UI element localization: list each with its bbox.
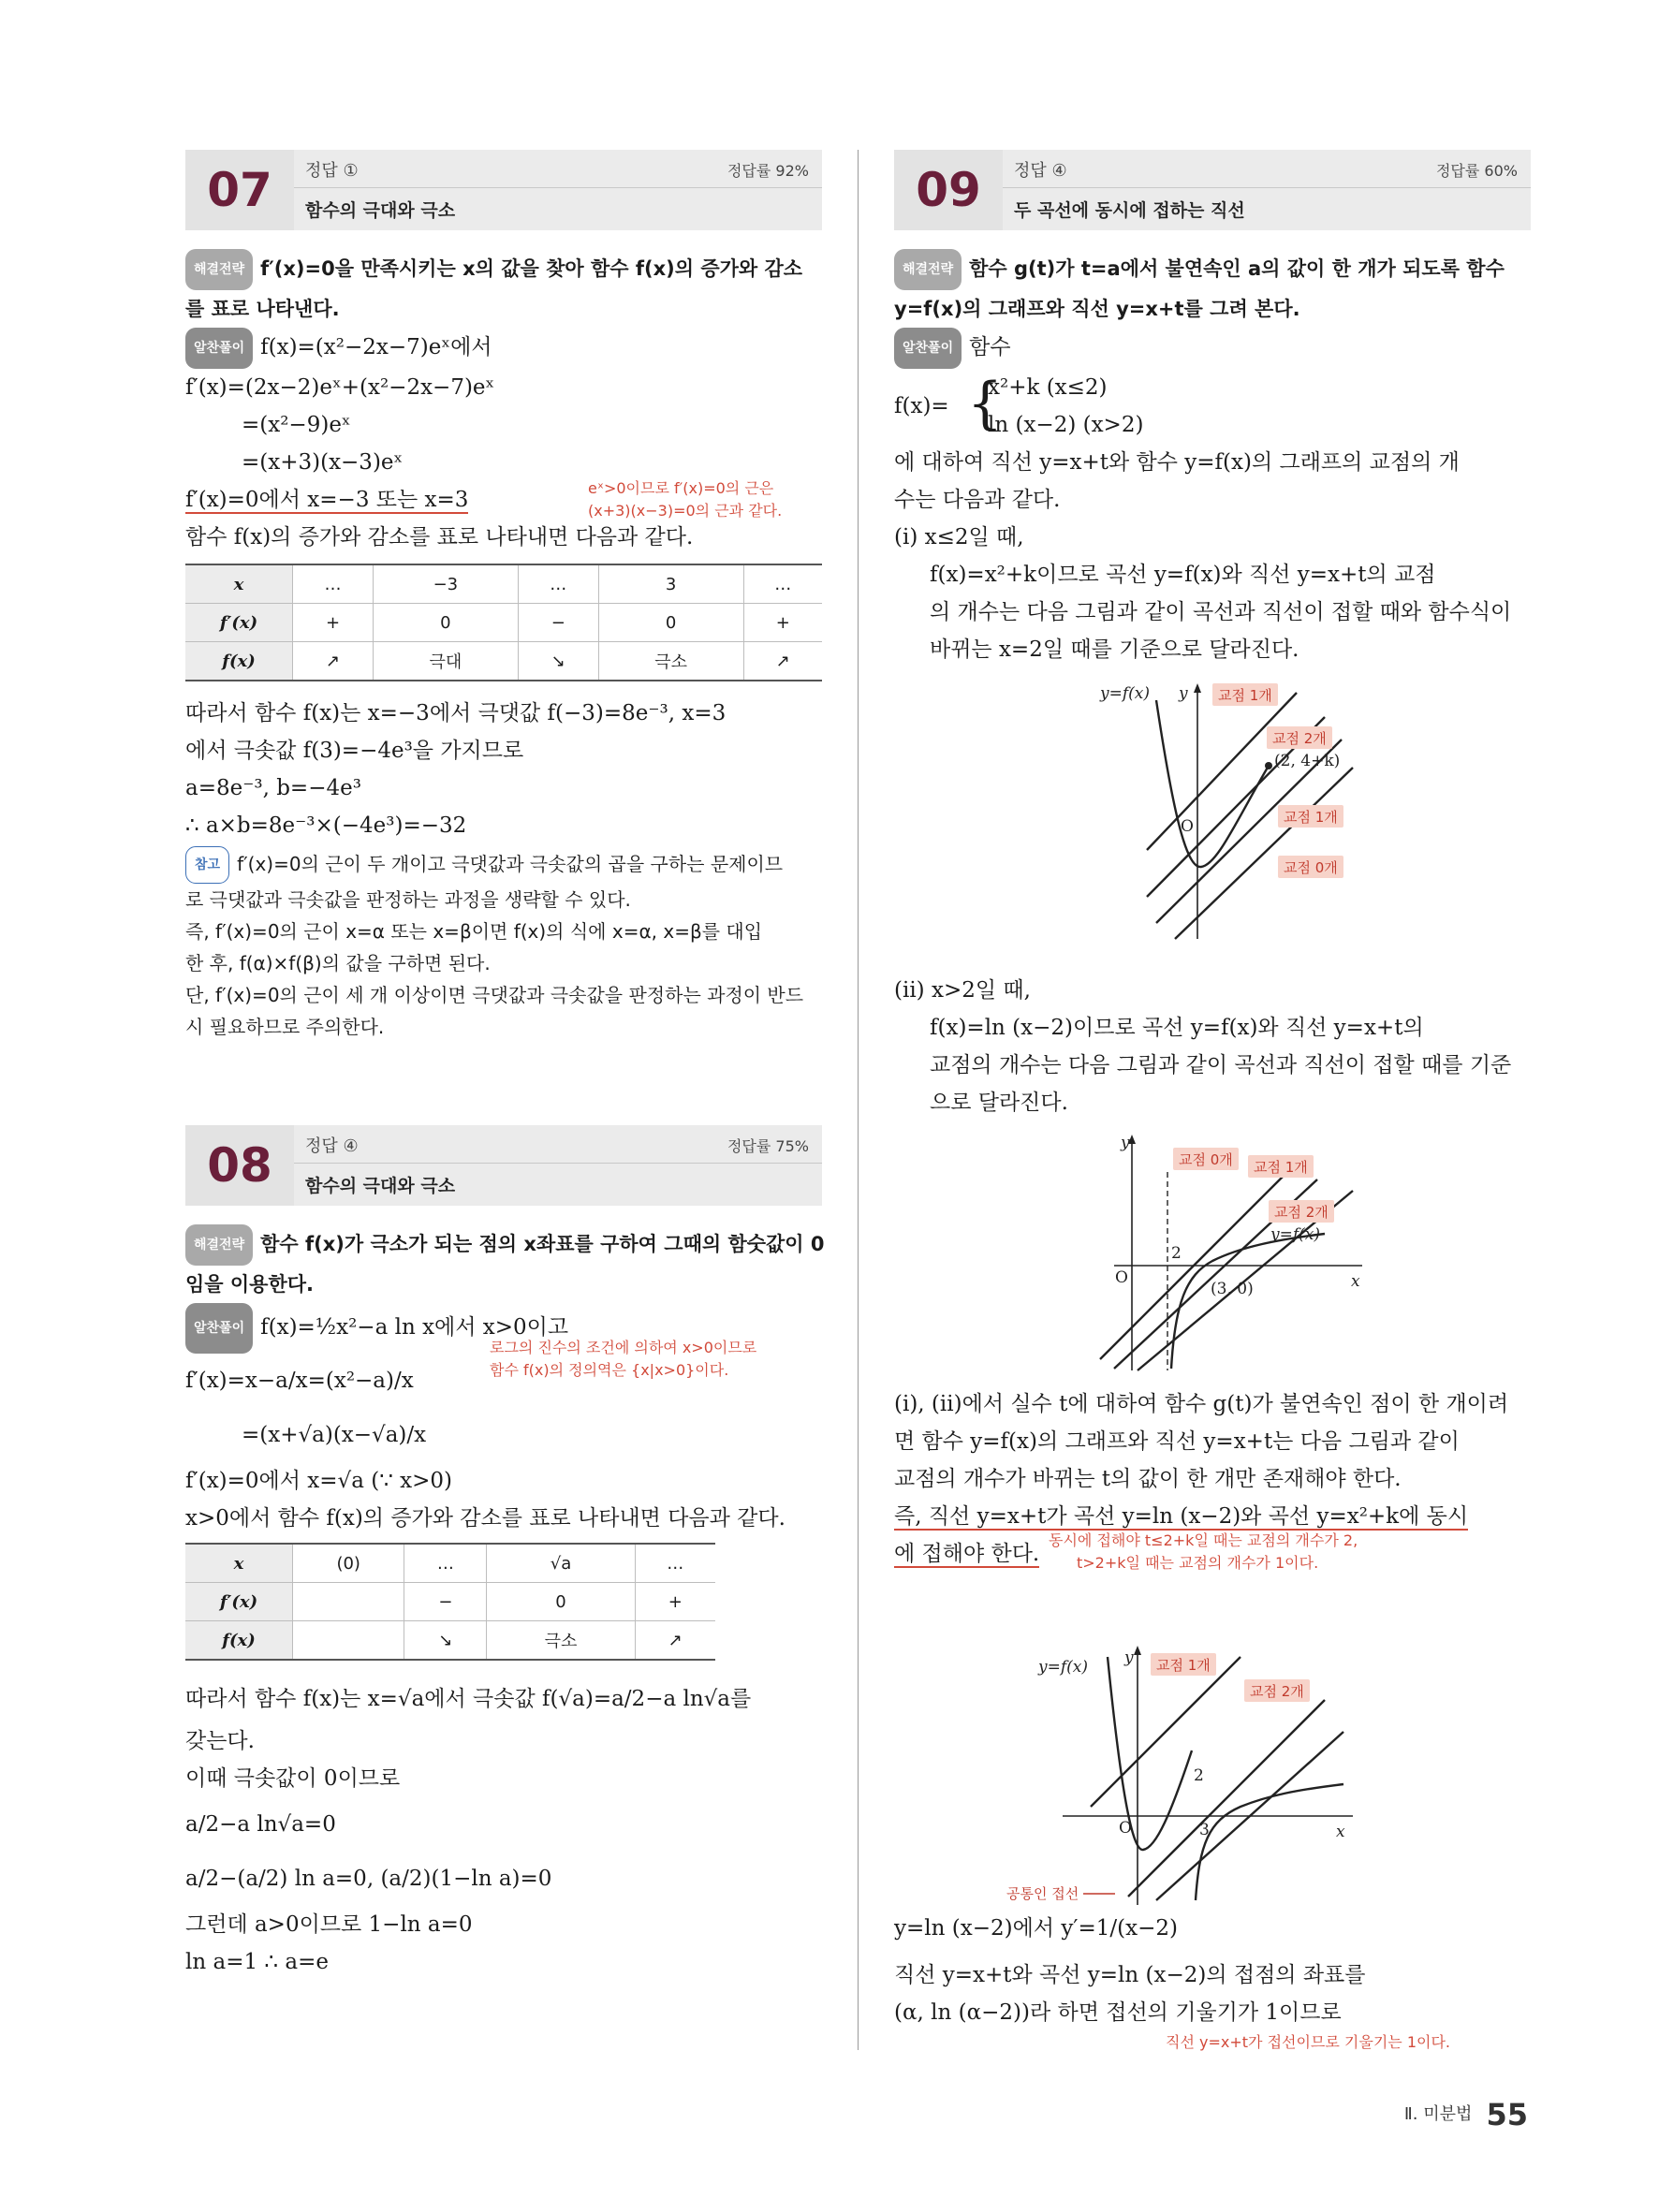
topic-title: 함수의 극대와 극소 — [305, 200, 456, 221]
page-number: 55 — [1486, 2097, 1528, 2132]
graph-case-2 — [1072, 1135, 1362, 1373]
annotation-note: eˣ>0이므로 f′(x)=0의 근은 (x+3)(x−3)=0의 근과 같다. — [588, 479, 783, 520]
svg-text:교점 1개: 교점 1개 — [1284, 809, 1338, 826]
problem-number: 09 — [894, 150, 1003, 230]
tangent-text: y=ln (x−2)에서 y′=1/(x−2) 직선 y=x+t와 곡선 y=ln (x−2)의 접점의 좌표를 (α, ln (α−2))라 하면 접선의 기울기가 1이므로 직선 y=x+t가 접선이므로 기울기는 1이다. — [894, 1900, 1549, 2054]
svg-text:교점 0개: 교점 0개 — [1284, 859, 1338, 876]
point-marker — [1265, 762, 1272, 769]
svg-text:x: x — [1336, 1823, 1345, 1841]
svg-text:(2, 4+k): (2, 4+k) — [1274, 752, 1341, 770]
solution-badge: 알찬풀이 — [185, 1303, 253, 1354]
case-2-text: (ⅱ) x>2일 때, f(x)=ln (x−2)이므로 곡선 y=f(x)와 직선 y=x+t의 교점의 개수는 다음 그림과 같이 곡선과 직선이 접할 때를 기준 으로 달라진다. — [894, 978, 1512, 1115]
left-column — [185, 150, 825, 1974]
problem-09-header — [894, 150, 1531, 230]
parabola-curve — [1156, 700, 1269, 867]
answer-label: 정답 ① — [305, 161, 359, 181]
svg-text:공통인 접선: 공통인 접선 — [1006, 1885, 1079, 1902]
solution-badge: 알찬풀이 — [185, 328, 253, 369]
answer-label: 정답 ④ — [1014, 161, 1067, 181]
log-curve — [1196, 1784, 1343, 1900]
svg-text:y=f(x): y=f(x) — [1100, 684, 1150, 703]
svg-text:O: O — [1115, 1268, 1128, 1287]
svg-text:교점 2개: 교점 2개 — [1250, 1683, 1304, 1700]
solution-badge: 알찬풀이 — [894, 328, 962, 369]
strategy-badge: 해결전략 — [894, 249, 962, 290]
svg-text:교점 0개: 교점 0개 — [1179, 1151, 1233, 1168]
page-footer — [1404, 2097, 1528, 2132]
svg-text:y: y — [1124, 1648, 1134, 1667]
svg-text:O: O — [1181, 817, 1194, 836]
svg-text:y: y — [1121, 1134, 1130, 1152]
strategy-line: 해결전략 f′(x)=0을 만족시키는 x의 값을 찾아 함수 f(x)의 증가와 감소 — [185, 249, 822, 290]
correct-rate: 정답률 75% — [727, 1137, 809, 1155]
problem-07-header — [185, 150, 822, 230]
svg-text:O: O — [1119, 1819, 1132, 1838]
piecewise-function: f(x)= { x²+k (x≤2) ln (x−2) (x>2) — [894, 371, 1144, 437]
svg-text:y=f(x): y=f(x) — [1270, 1225, 1320, 1244]
topic-title: 함수의 극대와 극소 — [305, 1176, 456, 1196]
annotation-note: 동시에 접해야 t≤2+k일 때는 교점의 개수가 2, t>2+k일 때는 교점의 개수가 1이다. — [1049, 1531, 1358, 1572]
svg-text:x: x — [1351, 1272, 1360, 1291]
svg-text:교점 1개: 교점 1개 — [1156, 1657, 1211, 1674]
table-row: f′(x) − 0 + — [185, 1583, 715, 1621]
problem-07-body: 해결전략 f′(x)=0을 만족시키는 x의 값을 찾아 함수 f(x)의 증가와 감소 를 표로 나타낸다. 알찬풀이 f(x)=(x²−2x−7)eˣ에서 f′(x)=(2x−2)eˣ+(x²−2x−7)eˣ =(x²−9)eˣ =(x+3)(x−3)eˣ f′(x)=0에서 x=−3 또는 x=3 eˣ>0이므로 f′(x)=0의 근은 (x+3)(x−3)=0의 근과 같다. 함수 f(x)의 증가와 감소를 표로 나타내면 다음과 같다. x … −3 … 3 … f′(x) + 0 − 0 + f(x) ↗ 극대 ↘ 극소 ↗ 따라서 함수 f(x)는 x=−3에서 극댓값 f(−3)=8e⁻³, x=3 에서 극솟값 f(3)=−4e³을 가지므로 a=8e⁻³, b=−4e³ ∴ a×b=8e⁻³×(−4e³)=−32 참고 f′(x)=0의 근이 두 개이고 극댓값과 극솟값의 곱을 구하는 문제이므 로 극댓값과 극솟값을 판정하는 과정을 생략할 수 있다. 즉, f′(x)=0의 근이 x=α 또는 x=β이면 f(x)의 식에 x=α, x=β를 대입 한 후, f(α)×f(β)의 값을 구하면 된다. 단, f′(x)=0의 근이 세 개 이상이면 극댓값과 극솟값을 판정하는 과정이 반드 시 필요하므로 주의한다. — [185, 249, 822, 1043]
svg-text:교점 2개: 교점 2개 — [1274, 1204, 1329, 1221]
svg-text:y=f(x): y=f(x) — [1038, 1658, 1088, 1677]
column-divider — [858, 150, 859, 2050]
increase-decrease-table — [185, 564, 822, 681]
answer-label: 정답 ④ — [305, 1136, 359, 1156]
problem-08-header — [185, 1125, 822, 1206]
svg-text:(3, 0): (3, 0) — [1211, 1280, 1254, 1298]
svg-text:3: 3 — [1199, 1821, 1210, 1839]
svg-text:2: 2 — [1194, 1766, 1204, 1785]
annotation-note: 직선 y=x+t가 접선이므로 기울기는 1이다. — [1166, 2033, 1451, 2051]
graph-common-tangent — [1006, 1629, 1353, 1910]
left-brace: { — [967, 371, 1004, 436]
reference-note: 참고 f′(x)=0의 근이 두 개이고 극댓값과 극솟값의 곱을 구하는 문제이므 로 극댓값과 극솟값을 판정하는 과정을 생략할 수 있다. 즉, f′(x)=0의 근이 x=α 또는 x=β이면 f(x)의 식에 x=α, x=β를 대입 한 후, f(α)×f(β)의 값을 구하면 된다. 단, f′(x)=0의 근이 세 개 이상이면 극댓값과 극솟값을 판정하는 과정이 반드 시 필요하므로 주의한다. — [185, 846, 822, 1043]
increase-decrease-table — [185, 1543, 715, 1661]
line-1 — [1147, 693, 1297, 850]
problem-09-body: 해결전략 함수 g(t)가 t=a에서 불연속인 a의 값이 한 개가 되도록 함수 y=f(x)의 그래프와 직선 y=x+t를 그려 본다. 알찬풀이 함수 f(x)= { x²+k (x≤2) ln (x−2) (x>2) 에 대하여 직선 y=x+t와 함수 y=f(x)의 그래프의 교점의 개 수는 다음과 같다. (ⅰ) x≤2일 때, f(x)=x²+k이므로 곡선 y=f(x)와 직선 y=x+t의 교점 의 개수는 다음 그림과 같이 곡선과 직선이 접할 때와 함수식이 바뀌는 x=2일 때를 기준으로 달라진다. — [894, 249, 1531, 668]
svg-text:교점 2개: 교점 2개 — [1272, 730, 1327, 747]
strategy-badge: 해결전략 — [185, 249, 253, 290]
conclusion-text: (ⅰ), (ⅱ)에서 실수 t에 대하여 함수 g(t)가 불연속인 점이 한 개이려 면 함수 y=f(x)의 그래프와 직선 y=x+t는 다음 그림과 같이 교점의 개수가 바뀌는 t의 값이 한 개만 존재해야 한다. 즉, 직선 y=x+t가 곡선 y=ln (x−2)와 곡선 y=x²+k에 동시 에 접해야 한다. 동시에 접해야 t≤2+k일 때는 교점의 개수가 2, t>2+k일 때는 교점의 개수가 1이다. — [894, 1385, 1549, 1573]
correct-rate: 정답률 92% — [727, 162, 809, 180]
problem-number: 08 — [185, 1125, 294, 1206]
correct-rate: 정답률 60% — [1435, 162, 1518, 180]
reference-badge: 참고 — [185, 846, 229, 884]
table-row: x (0) … √a … — [185, 1544, 715, 1583]
solution-line: 알찬풀이 f(x)=(x²−2x−7)eˣ에서 — [185, 328, 822, 369]
table-row: f(x) ↘ 극소 ↗ — [185, 1621, 715, 1661]
strategy-badge: 해결전략 — [185, 1224, 253, 1266]
section-label: Ⅱ. 미분법 — [1403, 2104, 1473, 2124]
svg-text:교점 1개: 교점 1개 — [1218, 687, 1272, 704]
right-column — [894, 150, 1531, 2051]
graph-case-1 — [1100, 681, 1362, 944]
common-tangent-line — [1128, 1700, 1325, 1897]
table-row: f′(x) + 0 − 0 + — [185, 604, 822, 642]
problem-number: 07 — [185, 150, 294, 230]
log-curve — [1171, 1234, 1325, 1369]
table-row: x … −3 … 3 … — [185, 564, 822, 604]
table-row: f(x) ↗ 극대 ↘ 극소 ↗ — [185, 642, 822, 681]
svg-text:교점 1개: 교점 1개 — [1254, 1159, 1308, 1176]
svg-text:y: y — [1179, 684, 1188, 703]
annotation-note: 로그의 진수의 조건에 의하여 x>0이므로 함수 f(x)의 정의역은 {x|x>0}이다. — [490, 1339, 757, 1379]
problem-08-body: 해결전략 함수 f(x)가 극소가 되는 점의 x좌표를 구하여 그때의 함숫값이 0 임을 이용한다. 알찬풀이 f(x)=½x²−a ln x에서 x>0이고 로그의 진수의 조건에 의하여 x>0이므로 함수 f(x)의 정의역은 {x|x>0}이다. f′(x)=x−a/x=(x²−a)/x =(x+√a)(x−√a)/x f′(x)=0에서 x=√a (∵ x>0) x>0에서 함수 f(x)의 증가와 감소를 표로 나타내면 다음과 같다. x (0) … √a … f′(x) − 0 + f(x) ↘ 극소 ↗ 따라서 함수 f(x)는 x=√a에서 극솟값 f(√a)=a/2−a ln√a를 갖는다. 이때 극솟값이 0이므로 a/2−a ln√a=0 a/2−(a/2) ln a=0, (a/2)(1−ln a)=0 그런데 a>0이므로 1−ln a=0 ln a=1 ∴ a=e — [185, 1224, 822, 1981]
svg-text:2: 2 — [1171, 1244, 1182, 1263]
topic-title: 두 곡선에 동시에 접하는 직선 — [1014, 200, 1245, 221]
